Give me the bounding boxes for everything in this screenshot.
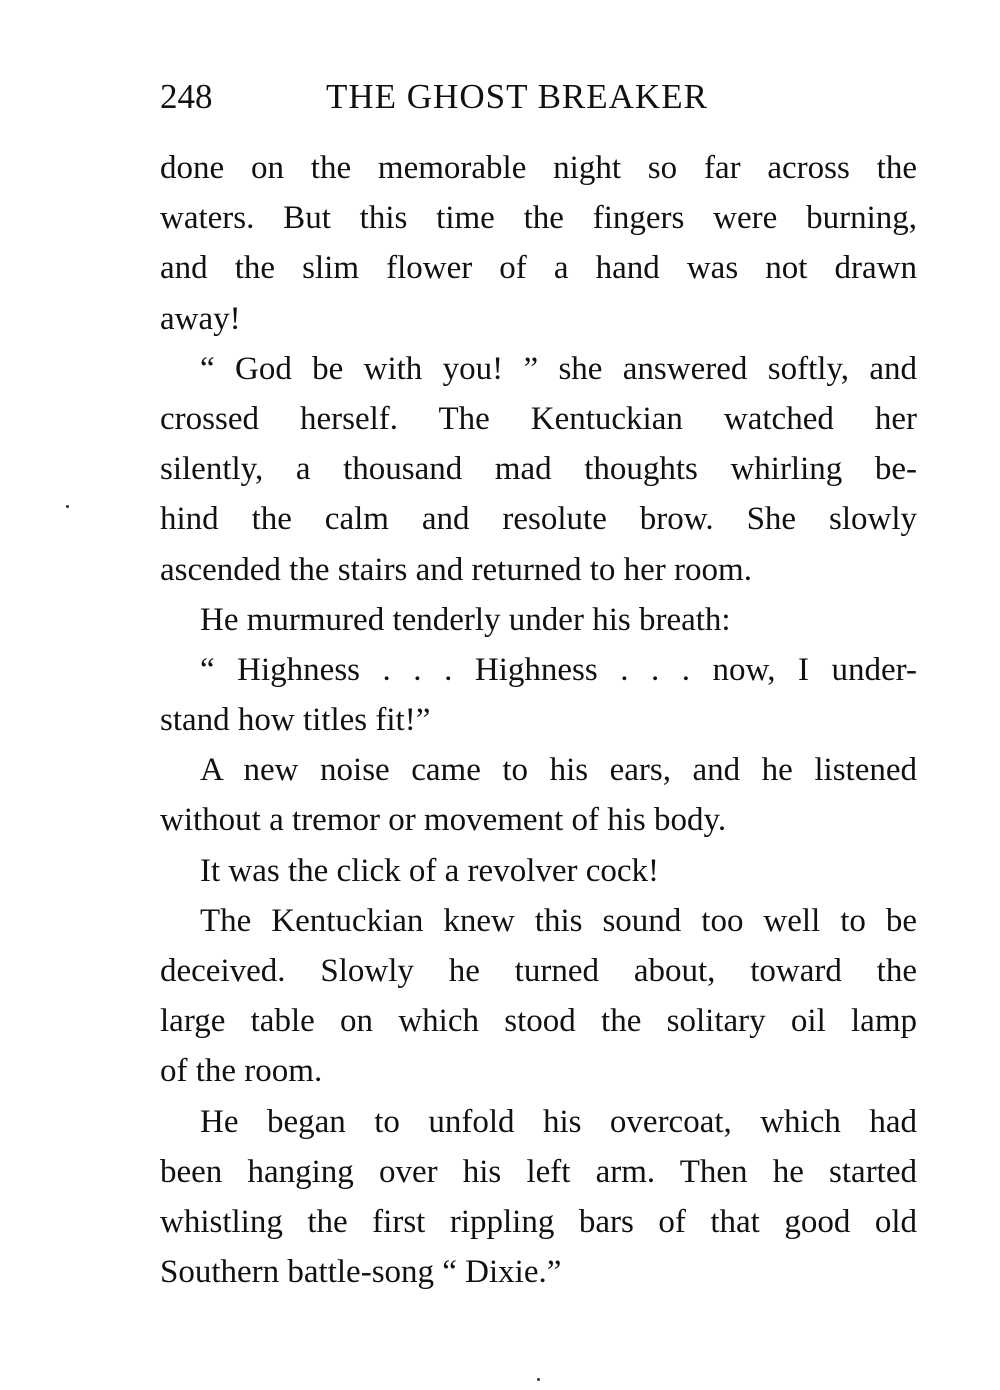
text-line: He began to unfold his overcoat, which had [200,1103,917,1140]
text-line: “ Highness . . . Highness . . . now, I under- [200,651,917,688]
body-text [160,143,917,1297]
text-line: The Kentuckian knew this sound too well to be [200,902,917,939]
text-line: without a tremor or movement of his body. [160,802,727,839]
text-line: ascended the stairs and returned to her room. [160,551,752,588]
paragraph [160,595,917,645]
text-line: He murmured tenderly under his breath: [200,601,731,638]
text-line: It was the click of a revolver cock! [200,852,660,889]
paragraph [160,896,917,1097]
paragraph [160,344,917,595]
paragraph [160,846,917,896]
running-title: THE GHOST BREAKER [326,77,708,116]
text-line: whistling the first rippling bars of that good old [160,1203,917,1240]
text-line: done on the memorable night so far across the [160,150,917,186]
text-line: “ God be with you! ” she answered softly, and [200,350,917,387]
print-speck [537,1378,540,1381]
text-line: Southern battle-song “ Dixie.” [160,1254,562,1291]
text-line: A new noise came to his ears, and he listened [200,752,917,789]
paragraph [160,645,917,745]
paragraph [160,143,917,344]
page-number: 248 [160,77,213,116]
text-line: and the slim flower of a hand was not drawn [160,250,917,287]
text-line: silently, a thousand mad thoughts whirling be- [160,451,917,488]
text-line: away! [160,300,241,337]
text-line: stand how titles fit!” [160,702,431,739]
text-line: large table on which stood the solitary oil lamp [160,1003,917,1040]
text-line: crossed herself. The Kentuckian watched her [160,400,917,437]
text-line: of the room. [160,1053,323,1090]
text-line: deceived. Slowly he turned about, toward the [160,953,917,989]
print-speck [66,505,69,508]
text-line: hind the calm and resolute brow. She slowly [160,501,917,538]
paragraph [160,1097,917,1298]
text-line: been hanging over his left arm. Then he started [160,1153,917,1190]
paragraph [160,745,917,845]
running-head [160,72,920,122]
text-line: waters. But this time the fingers were burning, [160,200,917,237]
